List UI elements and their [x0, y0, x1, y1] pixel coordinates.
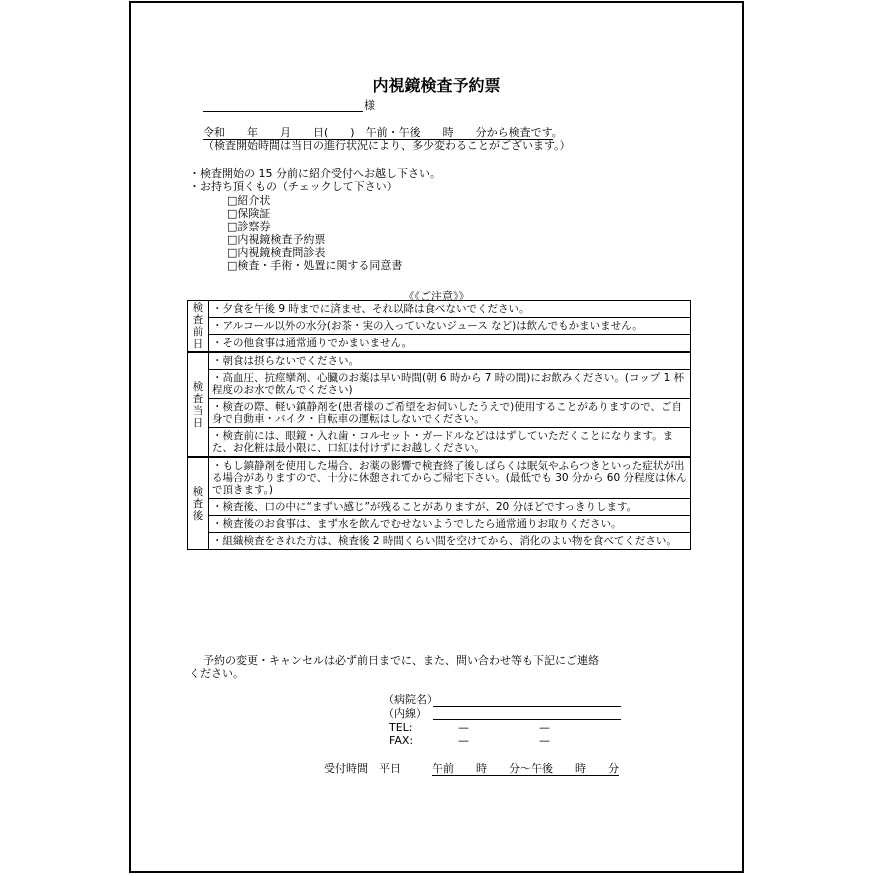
checklist: [227, 194, 402, 272]
fax-label: FAX:: [389, 734, 414, 747]
caution-item: ・検査の際、軽い鎮静剤を(患者様のご希望をお伺いしたうえで)使用することがありますので、ご自身で自動車・バイク・自転車の運転はしないでください。: [209, 399, 691, 428]
bullet-arrival: ・検査開始の 15 分前に紹介受付へお越し下さい。: [189, 167, 441, 180]
category-after: 検査後: [188, 457, 209, 550]
appointment-line: 令和 年 月 日( ) 午前・午後 時 分から検査です。: [203, 126, 563, 139]
category-day-of: 検査当日: [188, 352, 209, 457]
bullet-bring-items: ・お持ち頂くもの（チェックして下さい）: [189, 180, 398, 193]
name-blank-line: [203, 111, 363, 112]
contact-line-1: 予約の変更・キャンセルは必ず前日までに、また、問い合わせ等も下記にご連絡: [203, 654, 599, 667]
caution-item: ・夕食を午後 9 時までに済ませ、それ以降は食べないでください。: [209, 301, 691, 318]
checklist-item[interactable]: □紹介状: [227, 194, 271, 207]
fax-dash-2: —: [539, 734, 550, 747]
caution-item: ・検査後のお食事は、まず水を飲んでむせないようでしたら通常通りお取りください。: [209, 516, 691, 533]
name-suffix: 様: [364, 99, 375, 112]
caution-item: ・その他食事は通常通りでかまいません。: [209, 335, 691, 353]
caution-item: ・アルコール以外の水分(お茶・実の入っていないジュース など)は飲んでもかまいません。: [209, 318, 691, 335]
caution-item: ・高血圧、抗痙攣剤、心臓のお薬は早い時間(朝 6 時から 7 時の間)にお飲みください。(コップ 1 杯程度のお水で飲んでください): [209, 370, 691, 399]
category-before: 検査前日: [188, 301, 209, 353]
checklist-item[interactable]: □内視鏡検査予約票: [227, 233, 326, 246]
checklist-item[interactable]: □検査・手術・処置に関する同意書: [227, 259, 403, 272]
caution-item: ・朝食は摂らないでください。: [209, 352, 691, 370]
caution-item: ・組織検査をされた方は、検査後 2 時間くらい間を空けてから、消化のよい物を食べてください。: [209, 533, 691, 550]
tel-dash-1: —: [458, 721, 469, 734]
tel-dash-2: —: [539, 721, 550, 734]
checklist-item[interactable]: □診察券: [227, 220, 271, 233]
fax-dash-1: —: [458, 734, 469, 747]
extension-line: [433, 719, 621, 720]
extension-label: （内線）: [383, 707, 427, 720]
checklist-item[interactable]: □保険証: [227, 207, 271, 220]
hospital-label: （病院名）: [383, 693, 438, 706]
caution-item: ・検査前には、眼鏡・入れ歯・コルセット・ガードルなどははずしていただくことになります。また、お化粧は最小限に、口紅は付けずにお越しください。: [209, 428, 691, 458]
reception-label: 受付時間 平日: [324, 762, 401, 775]
caution-table: [187, 300, 691, 550]
appointment-note: （検査開始時間は当日の進行状況により、多少変わることがございます。）: [203, 139, 571, 152]
checklist-item[interactable]: □内視鏡検査問診表: [227, 246, 326, 259]
reservation-slip: [129, 1, 744, 873]
caution-item: ・検査後、口の中に“まずい感じ”が残ることがありますが、20 分ほどですっきりします。: [209, 499, 691, 516]
caution-header: 《《ご注意》》: [403, 290, 470, 303]
reception-hours: 午前 時 分～午後 時 分: [432, 762, 619, 775]
hospital-line: [433, 706, 621, 707]
document-title: 内視鏡検査予約票: [372, 76, 501, 95]
tel-label: TEL:: [389, 721, 413, 734]
caution-item: ・もし鎮静剤を使用した場合、お薬の影響で検査終了後しばらくは眠気やふらつきといった症状が出る場合がありますので、十分に休憩されてからご帰宅下さい。(最低でも 30 分から 60 分程度は休んで頂きます。): [209, 457, 691, 499]
contact-line-2: ください。: [189, 667, 244, 680]
